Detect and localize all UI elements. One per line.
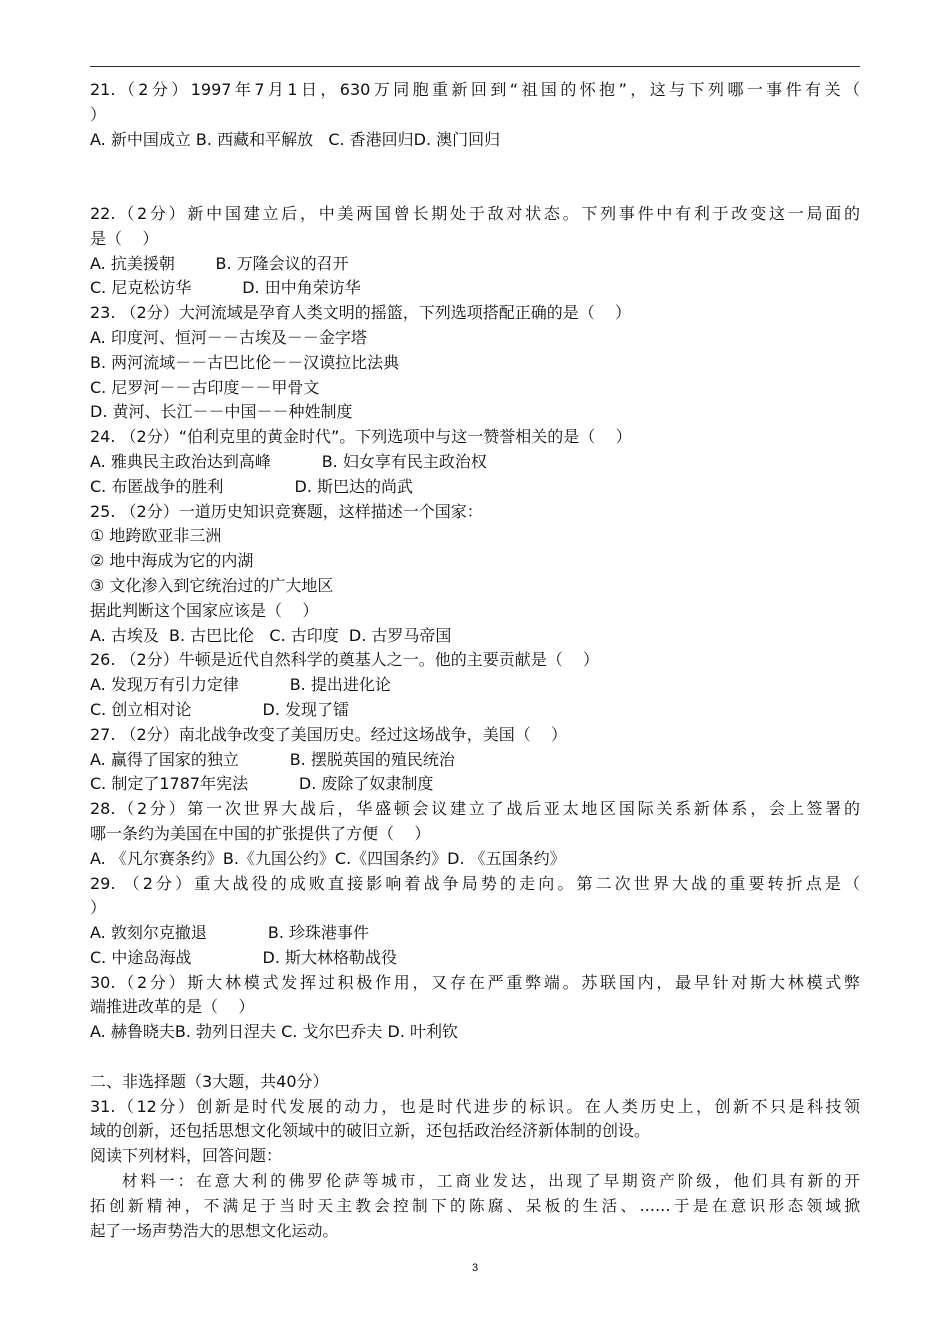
answer-options: A. 《凡尔赛条约》B.《九国公约》C.《四国条约》D. 《五国条约》 — [90, 848, 566, 868]
answer-options: C. 尼克松访华 D. 田中角荣访华 — [90, 278, 361, 298]
question-25 — [90, 500, 860, 649]
question-23 — [90, 301, 860, 425]
material-text: 拓创新精神，不满足于当时天主教会控制下的陈腐、呆板的生活、……于是在意识形态领域掀 — [90, 1197, 860, 1216]
answer-options: A. 抗美援朝 B. 万隆会议的召开 — [90, 253, 349, 273]
question-text: 哪一条约为美国在中国的扩张提供了方便（ ） — [90, 823, 431, 843]
question-26 — [90, 648, 860, 722]
answer-options: C. 布匿战争的胜利 D. 斯巴达的尚武 — [90, 476, 414, 496]
material-text: 材料一：在意大利的佛罗伦萨等城市，工商业发达，出现了早期资产阶级，他们具有新的开 — [122, 1172, 860, 1191]
answer-option: B. 两河流域－－古巴比伦－－汉谟拉比法典 — [90, 352, 400, 372]
answer-options: A. 雅典民主政治达到高峰 B. 妇女享有民主政治权 — [90, 451, 487, 471]
question-text: 28.（2分）第一次世界大战后，华盛顿会议建立了战后亚太地区国际关系新体系，会上签署的 — [90, 799, 860, 819]
question-text: 23. （2分）大河流域是孕育人类文明的摇篮，下列选项搭配正确的是（ ） — [90, 303, 632, 323]
clue-item: ② 地中海成为它的内湖 — [90, 551, 254, 571]
header-rule — [90, 66, 860, 67]
question-text: 24. （2分）“伯利克里的黄金时代”。下列选项中与这一赞誉相关的是（ ） — [90, 427, 632, 447]
answer-option: C. 尼罗河－－古印度－－甲骨文 — [90, 377, 320, 397]
question-27 — [90, 723, 860, 797]
question-text: 是（ ） — [90, 228, 159, 248]
question-text: 27. （2分）南北战争改变了美国历史。经过这场战争，美国（ ） — [90, 724, 568, 744]
answer-options: A. 赫鲁晓夫B. 勃列日涅夫 C. 戈尔巴乔夫 D. 叶利钦 — [90, 1022, 458, 1042]
answer-option: A. 印度河、恒河－－古埃及－－金字塔 — [90, 327, 367, 347]
answer-option: D. 黄河、长江－－中国－－种姓制度 — [90, 402, 353, 422]
answer-options: A. 古埃及 B. 古巴比伦 C. 古印度 D. 古罗马帝国 — [90, 625, 452, 645]
exam-content — [90, 78, 860, 1244]
question-30 — [90, 971, 860, 1045]
clue-item: ③ 文化渗入到它统治过的广大地区 — [90, 575, 334, 595]
material-passage — [90, 1169, 860, 1244]
question-text: 域的创新，还包括思想文化领域中的破旧立新，还包括政治经济新体制的创设。 — [90, 1121, 651, 1141]
section-title: 二、非选择题（3大题，共40分） — [90, 1071, 329, 1091]
question-text: 31.（12分）创新是时代发展的动力，也是时代进步的标识。在人类历史上，创新不只是科技领 — [90, 1096, 860, 1116]
question-24 — [90, 425, 860, 499]
question-instruction: 阅读下列材料，回答问题： — [90, 1146, 283, 1166]
answer-options: A. 赢得了国家的独立 B. 摆脱英国的殖民统治 — [90, 749, 455, 769]
answer-options: C. 制定了1787年宪法 D. 废除了奴隶制度 — [90, 774, 434, 794]
answer-options: A. 敦刻尔克撤退 B. 珍珠港事件 — [90, 923, 370, 943]
question-text: 端推进改革的是（ ） — [90, 997, 255, 1017]
answer-options: A. 新中国成立 B. 西藏和平解放 C. 香港回归D. 澳门回归 — [90, 129, 501, 149]
clue-item: ① 地跨欧亚非三洲 — [90, 526, 222, 546]
question-text: 21.（2分）1997年7月1日，630万同胞重新回到“祖国的怀抱”，这与下列哪一事件有关（ — [90, 80, 860, 99]
question-21 — [90, 78, 860, 152]
question-text: 26. （2分）牛顿是近代自然科学的奠基人之一。他的主要贡献是（ ） — [90, 650, 600, 670]
question-text: 30.（2分）斯大林模式发挥过积极作用，又存在严重弊端。苏联国内，最早针对斯大林模式弊 — [90, 972, 860, 992]
question-28 — [90, 797, 860, 871]
question-29 — [90, 872, 860, 971]
spacer — [90, 152, 860, 177]
answer-options: C. 中途岛海战 D. 斯大林格勒战役 — [90, 947, 398, 967]
question-text: 据此判断这个国家应该是（ ） — [90, 600, 319, 620]
question-text: 22.（2分）新中国建立后，中美两国曾长期处于敌对状态。下列事件中有利于改变这一局面的 — [90, 203, 860, 223]
question-22 — [90, 202, 860, 301]
spacer — [90, 177, 860, 202]
question-text: ） — [90, 898, 107, 918]
question-31 — [90, 1095, 860, 1169]
answer-options: C. 创立相对论 D. 发现了镭 — [90, 699, 350, 719]
spacer — [90, 1045, 860, 1070]
answer-options: A. 发现万有引力定律 B. 提出进化论 — [90, 675, 391, 695]
page-number: 3 — [471, 1262, 479, 1274]
material-text: 起了一场声势浩大的思想文化运动。 — [90, 1222, 339, 1241]
question-text: 25. （2分）一道历史知识竞赛题，这样描述一个国家： — [90, 501, 483, 521]
question-text: 29. （2分）重大战役的成败直接影响着战争局势的走向。第二次世界大战的重要转折点是（ — [90, 873, 860, 893]
question-text: ） — [90, 104, 107, 124]
